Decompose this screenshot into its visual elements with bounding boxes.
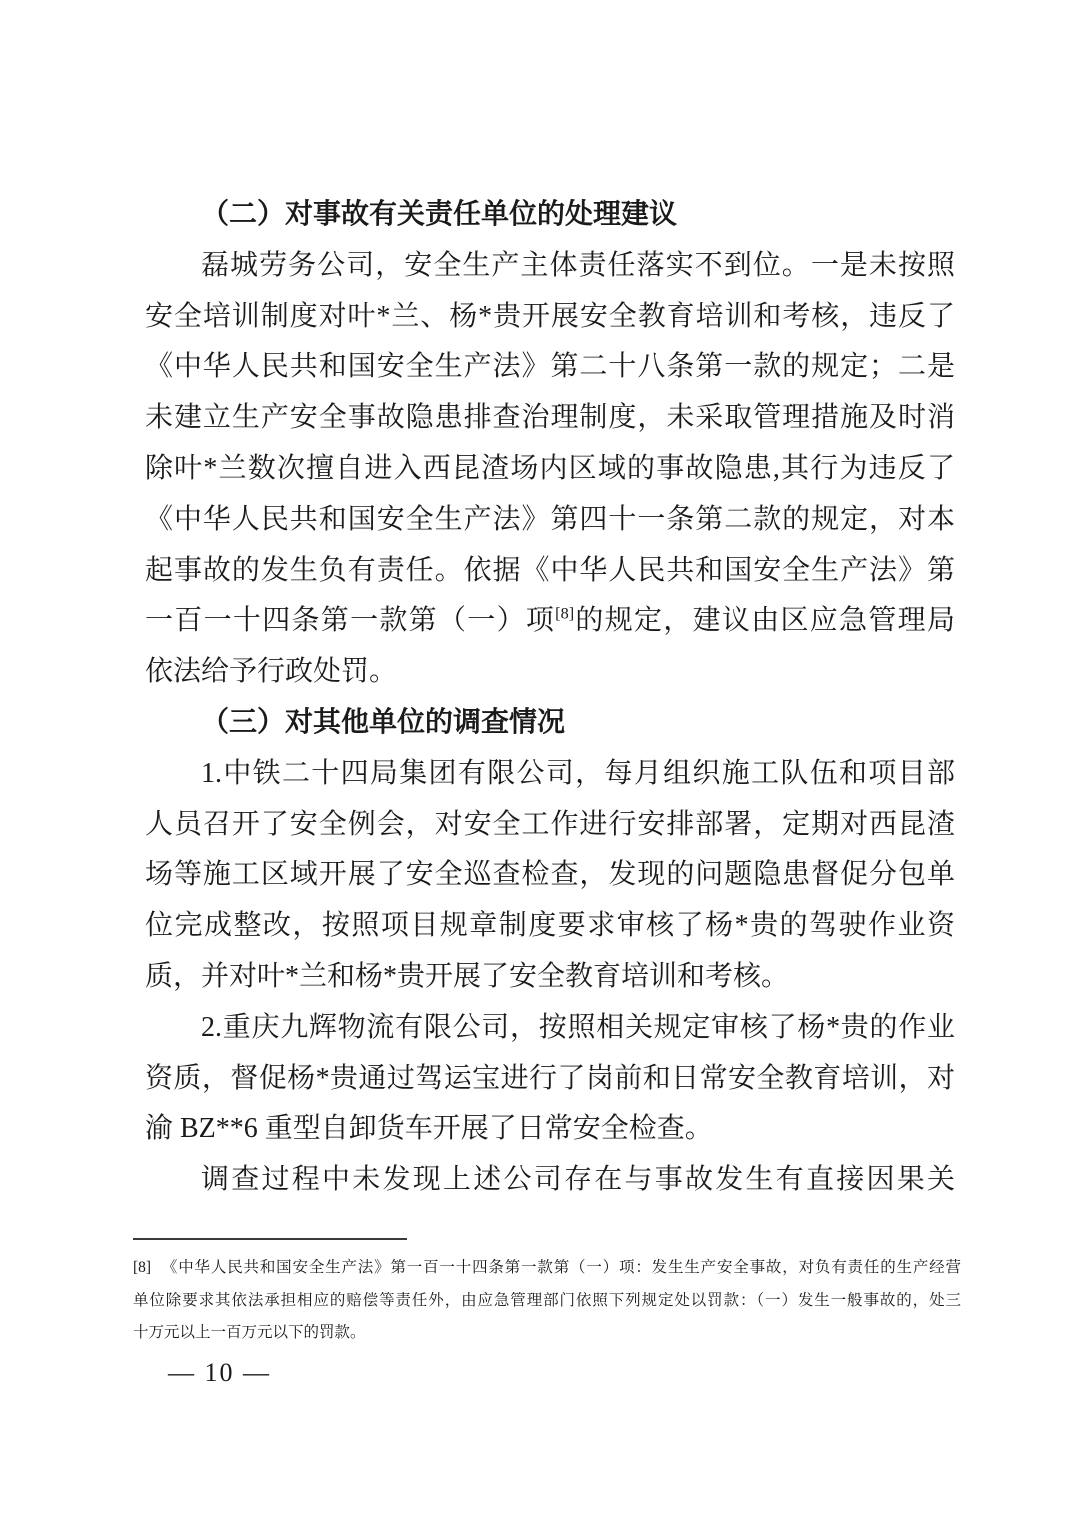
text-line: 未建立生产安全事故隐患排查治理制度，未采取管理措施及时消 xyxy=(145,402,955,434)
footnote-marker: [8] xyxy=(133,1259,152,1276)
footnote-line: 单位除要求其依法承担相应的赔偿等责任外，由应急管理部门依照下列规定处以罚款：（一）发生一般事故的，处三 xyxy=(133,1291,961,1309)
footnote-text-block xyxy=(133,1252,961,1350)
text-line: 《中华人民共和国安全生产法》第四十一条第二款的规定，对本 xyxy=(145,503,955,535)
footnote-area xyxy=(133,1238,961,1350)
text-line: 1.中铁二十四局集团有限公司，每月组织施工队伍和项目部 xyxy=(201,757,955,789)
text-line: 安全培训制度对叶*兰、杨*贵开展安全教育培训和考核，违反了 xyxy=(145,300,955,332)
section-heading: （三）对其他单位的调查情况 xyxy=(201,706,566,738)
section-heading: （二）对事故有关责任单位的处理建议 xyxy=(201,199,678,230)
text-line: 《中华人民共和国安全生产法》第二十八条第一款的规定；二是 xyxy=(145,351,955,383)
text-line xyxy=(145,596,955,647)
text-line: 2.重庆九辉物流有限公司，按照相关规定审核了杨*贵的作业 xyxy=(201,1011,955,1043)
text-line: 渝 BZ**6 重型自卸货车开展了日常安全检查。 xyxy=(145,1113,713,1145)
text-line: 场等施工区域开展了安全巡查检查，发现的问题隐患督促分包单 xyxy=(145,859,955,891)
text-line: 除叶*兰数次擅自进入西昆渣场内区域的事故隐患,其行为违反了 xyxy=(145,452,955,484)
page-number: — 10 — xyxy=(168,1358,271,1387)
footnote-line xyxy=(133,1252,961,1285)
text-line: 磊城劳务公司，安全生产主体责任落实不到位。一是未按照 xyxy=(201,249,955,281)
footnote-line: 十万元以上一百万元以下的罚款。 xyxy=(133,1324,366,1341)
footnote-separator-rule xyxy=(133,1238,407,1240)
text-line: 资质，督促杨*贵通过驾运宝进行了岗前和日常安全教育培训，对 xyxy=(145,1062,955,1094)
document-body xyxy=(145,190,955,1206)
text-line: 调查过程中未发现上述公司存在与事故发生有直接因果关 xyxy=(201,1164,955,1196)
text-line: 位完成整改，按照项目规章制度要求审核了杨*贵的驾驶作业资 xyxy=(145,910,955,942)
text-line: 质，并对叶*兰和杨*贵开展了安全教育培训和考核。 xyxy=(145,960,790,992)
text-segment: 的规定，建议由区应急管理局 xyxy=(574,605,955,637)
text-line: 依法给予行政处罚。 xyxy=(145,656,398,688)
text-line: 起事故的发生负有责任。依据《中华人民共和国安全生产法》第 xyxy=(145,554,955,586)
text-line: 人员召开了安全例会，对安全工作进行安排部署，定期对西昆渣 xyxy=(145,808,955,840)
footnote-text: 《中华人民共和国安全生产法》第一百一十四条第一款第（一）项：发生生产安全事故，对负有责任的生产经营 xyxy=(161,1259,961,1276)
text-segment: 一百一十四条第一款第（一）项 xyxy=(145,605,556,637)
footnote-reference: [8] xyxy=(555,605,575,624)
